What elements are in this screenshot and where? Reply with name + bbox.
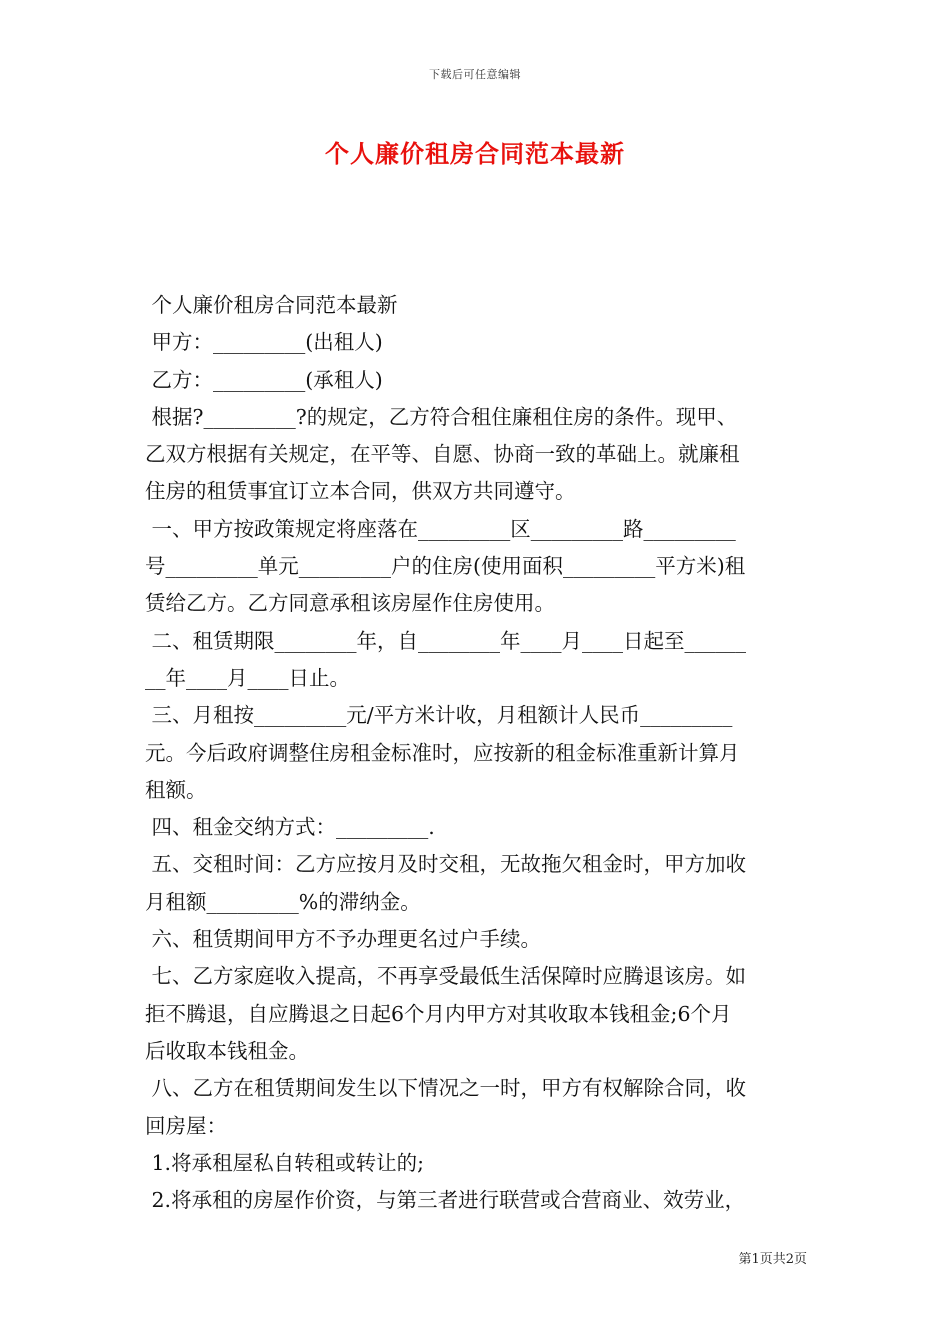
text-line: __年____月____日止。	[145, 665, 350, 690]
text-line: 回房屋：	[145, 1113, 227, 1138]
text-line: 六、租赁期间甲方不予办理更名过户手续。	[145, 927, 542, 952]
text-line: 元。今后政府调整住房租金标准时，应按新的租金标准重新计算月	[145, 740, 740, 765]
text-line: 甲方：_________(出租人)	[145, 330, 383, 355]
text-line: 三、月租按_________元/平方米计收，月租额计人民币_________	[145, 703, 733, 728]
text-line: 四、租金交纳方式：_________.	[145, 815, 435, 840]
text-line: 根据?_________?的规定，乙方符合租住廉租住房的条件。现甲、	[145, 404, 738, 429]
page-number: 第1页共2页	[738, 1252, 807, 1267]
text-line: 个人廉价租房合同范本最新	[145, 293, 398, 317]
text-line: 住房的租赁事宜订立本合同，供双方共同遵守。	[145, 479, 576, 504]
text-line: 月租额_________%的滞纳金。	[145, 889, 421, 914]
text-line: 赁给乙方。乙方同意承租该房屋作住房使用。	[145, 591, 555, 616]
text-line: 一、甲方按政策规定将座落在_________区_________路_________	[145, 516, 736, 541]
text-line: 八、乙方在租赁期间发生以下情况之一时，甲方有权解除合同，收	[145, 1076, 747, 1101]
text-line: 二、租赁期限________年，自________年____月____日起至______	[145, 628, 747, 653]
text-line: 乙方：_________(承租人)	[145, 367, 383, 392]
text-line: 拒不腾退，自应腾退之日起6个月内甲方对其收取本钱租金;6个月	[145, 1001, 732, 1026]
text-line: 1.将承租屋私自转租或转让的;	[145, 1150, 424, 1175]
contract-body	[145, 287, 807, 1219]
page-header-note: 下载后可任意编辑	[429, 68, 521, 81]
text-line: 2.将承租的房屋作价资，与第三者进行联营或合营商业、效劳业，	[145, 1188, 746, 1213]
text-line: 号_________单元_________户的住房(使用面积_________平方米)租	[145, 554, 746, 579]
text-line: 五、交租时间：乙方应按月及时交租，无故拖欠租金时，甲方加收	[145, 852, 747, 877]
text-line: 后收取本钱租金。	[145, 1038, 309, 1063]
text-line: 租额。	[145, 777, 207, 802]
document-title: 个人廉价租房合同范本最新	[325, 139, 625, 168]
text-line: 七、乙方家庭收入提高，不再享受最低生活保障时应腾退该房。如	[145, 964, 747, 989]
text-line: 乙双方根据有关规定，在平等、自愿、协商一致的革础上。就廉租	[145, 442, 740, 467]
